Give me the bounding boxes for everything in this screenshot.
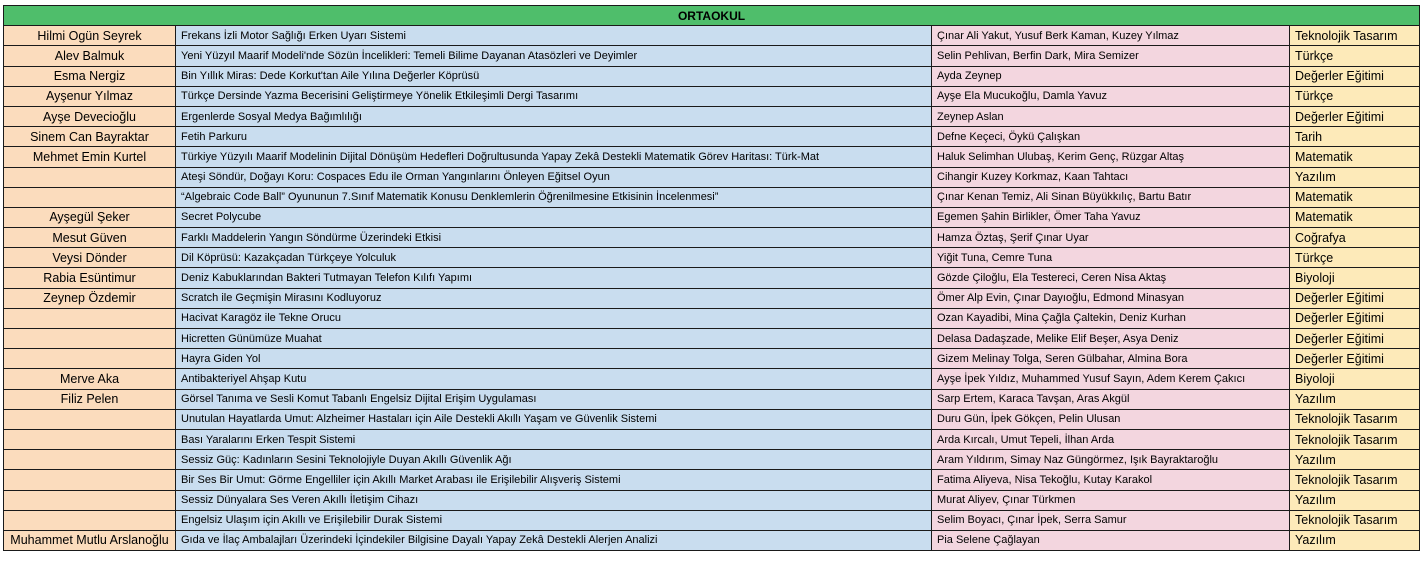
table-row xyxy=(4,288,1420,308)
advisor-cell[interactable]: Hilmi Ogün Seyrek xyxy=(4,26,176,46)
students-cell[interactable]: Çınar Kenan Temiz, Ali Sinan Büyükkılıç, Bartu Batır xyxy=(932,187,1290,207)
table-row xyxy=(4,127,1420,147)
students-cell[interactable]: Çınar Ali Yakut, Yusuf Berk Kaman, Kuzey Yılmaz xyxy=(932,26,1290,46)
advisor-cell[interactable]: Ayşenur Yılmaz xyxy=(4,86,176,106)
advisor-cell[interactable]: Zeynep Özdemir xyxy=(4,288,176,308)
category-cell[interactable]: Türkçe xyxy=(1290,86,1420,106)
project-cell[interactable]: Deniz Kabuklarından Bakteri Tutmayan Telefon Kılıfı Yapımı xyxy=(176,268,932,288)
category-cell[interactable]: Teknolojik Tasarım xyxy=(1290,26,1420,46)
project-cell[interactable]: Antibakteriyel Ahşap Kutu xyxy=(176,369,932,389)
advisor-cell[interactable]: Veysi Dönder xyxy=(4,248,176,268)
project-cell[interactable]: Bin Yıllık Miras: Dede Korkut'tan Aile Yılına Değerler Köprüsü xyxy=(176,66,932,86)
category-cell[interactable]: Teknolojik Tasarım xyxy=(1290,409,1420,429)
students-cell[interactable]: Gözde Çiloğlu, Ela Testereci, Ceren Nisa Aktaş xyxy=(932,268,1290,288)
project-cell[interactable]: Scratch ile Geçmişin Mirasını Kodluyoruz xyxy=(176,288,932,308)
students-cell[interactable]: Selin Pehlivan, Berfin Dark, Mira Semizer xyxy=(932,46,1290,66)
project-cell[interactable]: Sessiz Dünyalara Ses Veren Akıllı İletişim Cihazı xyxy=(176,490,932,510)
advisor-cell[interactable]: Rabia Esüntimur xyxy=(4,268,176,288)
advisor-cell[interactable] xyxy=(4,490,176,510)
table-row xyxy=(4,248,1420,268)
students-cell[interactable]: Yiğit Tuna, Cemre Tuna xyxy=(932,248,1290,268)
advisor-cell[interactable]: Alev Balmuk xyxy=(4,46,176,66)
students-cell[interactable]: Selim Boyacı, Çınar İpek, Serra Samur xyxy=(932,510,1290,530)
header-row xyxy=(4,6,1420,26)
category-cell[interactable]: Yazılım xyxy=(1290,167,1420,187)
advisor-cell[interactable] xyxy=(4,409,176,429)
category-cell[interactable]: Biyoloji xyxy=(1290,268,1420,288)
students-cell[interactable]: Delasa Dadaşzade, Melike Elif Beşer, Asya Deniz xyxy=(932,329,1290,349)
students-cell[interactable]: Cihangir Kuzey Korkmaz, Kaan Tahtacı xyxy=(932,167,1290,187)
table-row xyxy=(4,470,1420,490)
students-cell[interactable]: Ozan Kayadibi, Mina Çağla Çaltekin, Deniz Kurhan xyxy=(932,308,1290,328)
project-cell[interactable]: Hicretten Günümüze Muahat xyxy=(176,329,932,349)
category-cell[interactable]: Teknolojik Tasarım xyxy=(1290,429,1420,449)
table-row xyxy=(4,429,1420,449)
table-row xyxy=(4,369,1420,389)
advisor-cell[interactable] xyxy=(4,450,176,470)
advisor-cell[interactable]: Muhammet Mutlu Arslanoğlu xyxy=(4,530,176,550)
advisor-cell[interactable] xyxy=(4,510,176,530)
table-row xyxy=(4,530,1420,550)
project-cell[interactable]: Frekans İzli Motor Sağlığı Erken Uyarı Sistemi xyxy=(176,26,932,46)
project-cell[interactable]: Yeni Yüzyıl Maarif Modeli'nde Sözün İncelikleri: Temeli Bilime Dayanan Atasözleri ve Deyimler xyxy=(176,46,932,66)
project-cell[interactable]: Engelsiz Ulaşım için Akıllı ve Erişilebilir Durak Sistemi xyxy=(176,510,932,530)
students-cell[interactable]: Pia Selene Çağlayan xyxy=(932,530,1290,550)
category-cell[interactable]: Değerler Eğitimi xyxy=(1290,66,1420,86)
category-cell[interactable]: Türkçe xyxy=(1290,248,1420,268)
table-row xyxy=(4,389,1420,409)
project-cell[interactable]: Sessiz Güç: Kadınların Sesini Teknolojiyle Duyan Akıllı Güvenlik Ağı xyxy=(176,450,932,470)
category-cell[interactable]: Teknolojik Tasarım xyxy=(1290,470,1420,490)
students-cell[interactable]: Ayda Zeynep xyxy=(932,66,1290,86)
project-cell[interactable]: Ergenlerde Sosyal Medya Bağımlılığı xyxy=(176,106,932,126)
project-cell[interactable]: Bir Ses Bir Umut: Görme Engelliler için Akıllı Market Arabası ile Erişilebilir Alışveriş Sistemi xyxy=(176,470,932,490)
category-cell[interactable]: Matematik xyxy=(1290,147,1420,167)
category-cell[interactable]: Matematik xyxy=(1290,187,1420,207)
category-cell[interactable]: Değerler Eğitimi xyxy=(1290,349,1420,369)
students-cell[interactable]: Hamza Öztaş, Şerif Çınar Uyar xyxy=(932,228,1290,248)
table-row xyxy=(4,46,1420,66)
category-cell[interactable]: Değerler Eğitimi xyxy=(1290,308,1420,328)
students-cell[interactable]: Aram Yıldırım, Simay Naz Güngörmez, Işık Bayraktaroğlu xyxy=(932,450,1290,470)
project-cell[interactable]: “Algebraic Code Ball” Oyununun 7.Sınıf Matematik Konusu Denklemlerin Öğrenilmesine Etkisinin İncelenmesi” xyxy=(176,187,932,207)
advisor-cell[interactable]: Ayşegül Şeker xyxy=(4,207,176,227)
table-row xyxy=(4,510,1420,530)
project-cell[interactable]: Türkiye Yüzyılı Maarif Modelinin Dijital Dönüşüm Hedefleri Doğrultusunda Yapay Zekâ Destekli Matematik Görev Haritası: Türk-Mat xyxy=(176,147,932,167)
students-cell[interactable]: Ömer Alp Evin, Çınar Dayıoğlu, Edmond Minasyan xyxy=(932,288,1290,308)
section-title[interactable]: ORTAOKUL xyxy=(4,6,1420,26)
table-row xyxy=(4,106,1420,126)
category-cell[interactable]: Değerler Eğitimi xyxy=(1290,288,1420,308)
students-cell[interactable]: Ayşe İpek Yıldız, Muhammed Yusuf Sayın, Adem Kerem Çakıcı xyxy=(932,369,1290,389)
project-cell[interactable]: Görsel Tanıma ve Sesli Komut Tabanlı Engelsiz Dijital Erişim Uygulaması xyxy=(176,389,932,409)
table-row xyxy=(4,409,1420,429)
students-cell[interactable]: Defne Keçeci, Öykü Çalışkan xyxy=(932,127,1290,147)
category-cell[interactable]: Yazılım xyxy=(1290,490,1420,510)
project-cell[interactable]: Secret Polycube xyxy=(176,207,932,227)
table-row xyxy=(4,86,1420,106)
advisor-cell[interactable]: Esma Nergiz xyxy=(4,66,176,86)
advisor-cell[interactable] xyxy=(4,470,176,490)
students-cell[interactable]: Arda Kırcalı, Umut Tepeli, İlhan Arda xyxy=(932,429,1290,449)
project-cell[interactable]: Unutulan Hayatlarda Umut: Alzheimer Hastaları için Aile Destekli Akıllı Yaşam ve Güvenlik Sistemi xyxy=(176,409,932,429)
advisor-cell[interactable] xyxy=(4,429,176,449)
category-cell[interactable]: Yazılım xyxy=(1290,389,1420,409)
students-cell[interactable]: Ayşe Ela Mucukoğlu, Damla Yavuz xyxy=(932,86,1290,106)
category-cell[interactable]: Coğrafya xyxy=(1290,228,1420,248)
students-cell[interactable]: Zeynep Aslan xyxy=(932,106,1290,126)
advisor-cell[interactable]: Sinem Can Bayraktar xyxy=(4,127,176,147)
category-cell[interactable]: Matematik xyxy=(1290,207,1420,227)
advisor-cell[interactable]: Merve Aka xyxy=(4,369,176,389)
students-cell[interactable]: Haluk Selimhan Ulubaş, Kerim Genç, Rüzgar Altaş xyxy=(932,147,1290,167)
students-cell[interactable]: Fatima Aliyeva, Nisa Tekoğlu, Kutay Karakol xyxy=(932,470,1290,490)
students-cell[interactable]: Sarp Ertem, Karaca Tavşan, Aras Akgül xyxy=(932,389,1290,409)
table-row xyxy=(4,147,1420,167)
advisor-cell[interactable]: Mehmet Emin Kurtel xyxy=(4,147,176,167)
table-row xyxy=(4,228,1420,248)
advisor-cell[interactable] xyxy=(4,349,176,369)
project-cell[interactable]: Gıda ve İlaç Ambalajları Üzerindeki İçindekiler Bilgisine Dayalı Yapay Zekâ Destekli Alerjen Analizi xyxy=(176,530,932,550)
table-body xyxy=(4,26,1420,551)
advisor-cell[interactable] xyxy=(4,167,176,187)
project-cell[interactable]: Ateşi Söndür, Doğayı Koru: Cospaces Edu ile Orman Yangınlarını Önleyen Eğitsel Oyun xyxy=(176,167,932,187)
category-cell[interactable]: Değerler Eğitimi xyxy=(1290,329,1420,349)
advisor-cell[interactable] xyxy=(4,187,176,207)
project-cell[interactable]: Bası Yaralarını Erken Tespit Sistemi xyxy=(176,429,932,449)
project-cell[interactable]: Farklı Maddelerin Yangın Söndürme Üzerindeki Etkisi xyxy=(176,228,932,248)
table-row xyxy=(4,26,1420,46)
category-cell[interactable]: Değerler Eğitimi xyxy=(1290,106,1420,126)
project-cell[interactable]: Türkçe Dersinde Yazma Becerisini Geliştirmeye Yönelik Etkileşimli Dergi Tasarımı xyxy=(176,86,932,106)
category-cell[interactable]: Türkçe xyxy=(1290,46,1420,66)
projects-table xyxy=(3,5,1420,551)
spreadsheet xyxy=(3,5,1419,551)
project-cell[interactable]: Fetih Parkuru xyxy=(176,127,932,147)
project-cell[interactable]: Hacivat Karagöz ile Tekne Orucu xyxy=(176,308,932,328)
students-cell[interactable]: Murat Aliyev, Çınar Türkmen xyxy=(932,490,1290,510)
table-row xyxy=(4,450,1420,470)
table-row xyxy=(4,66,1420,86)
students-cell[interactable]: Egemen Şahin Birlikler, Ömer Taha Yavuz xyxy=(932,207,1290,227)
category-cell[interactable]: Biyoloji xyxy=(1290,369,1420,389)
project-cell[interactable]: Dil Köprüsü: Kazakçadan Türkçeye Yolculuk xyxy=(176,248,932,268)
category-cell[interactable]: Teknolojik Tasarım xyxy=(1290,510,1420,530)
table-row xyxy=(4,308,1420,328)
category-cell[interactable]: Yazılım xyxy=(1290,530,1420,550)
advisor-cell[interactable]: Ayşe Devecioğlu xyxy=(4,106,176,126)
advisor-cell[interactable] xyxy=(4,329,176,349)
table-row xyxy=(4,268,1420,288)
category-cell[interactable]: Tarih xyxy=(1290,127,1420,147)
table-row xyxy=(4,349,1420,369)
table-row xyxy=(4,490,1420,510)
category-cell[interactable]: Yazılım xyxy=(1290,450,1420,470)
students-cell[interactable]: Duru Gün, İpek Gökçen, Pelin Ulusan xyxy=(932,409,1290,429)
advisor-cell[interactable]: Filiz Pelen xyxy=(4,389,176,409)
students-cell[interactable]: Gizem Melinay Tolga, Seren Gülbahar, Almina Bora xyxy=(932,349,1290,369)
advisor-cell[interactable]: Mesut Güven xyxy=(4,228,176,248)
table-row xyxy=(4,207,1420,227)
table-row xyxy=(4,329,1420,349)
table-row xyxy=(4,187,1420,207)
advisor-cell[interactable] xyxy=(4,308,176,328)
table-row xyxy=(4,167,1420,187)
project-cell[interactable]: Hayra Giden Yol xyxy=(176,349,932,369)
